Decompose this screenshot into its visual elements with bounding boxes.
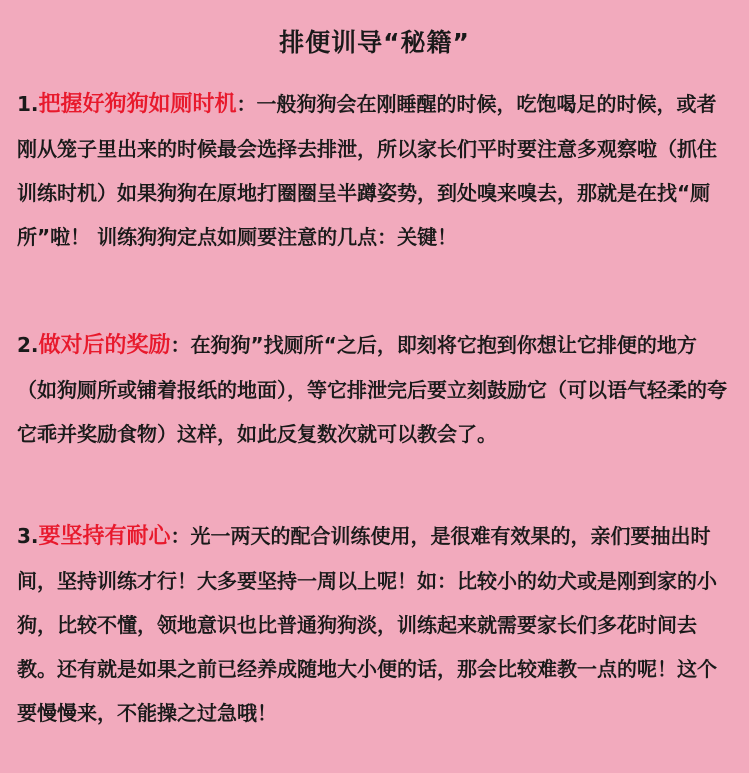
section-colon: ： (170, 524, 191, 548)
section-heading: 把握好狗狗如厕时机 (38, 92, 237, 117)
section-timing (17, 82, 735, 259)
section-heading: 做对后的奖励 (38, 333, 171, 358)
section-number: 1. (17, 92, 39, 116)
section-reward (17, 323, 735, 456)
section-heading: 要坚持有耐心 (38, 524, 171, 549)
section-number: 2. (17, 333, 39, 357)
section-number: 3. (17, 524, 39, 548)
section-body: 在狗狗”找厕所“之后，即刻将它抱到你想让它排便的地方（如狗厕所或铺着报纸的地面），等它排泄完后要立刻鼓励它（可以语气轻柔的夸它乖并奖励食物）这样，如此反复数次就可以教会了。 (17, 333, 727, 446)
section-patience (17, 514, 735, 735)
section-colon: ： (236, 92, 257, 116)
section-body: 光一两天的配合训练使用，是很难有效果的，亲们要抽出时间，坚持训练才行！大多要坚持一周以上呢！如：比较小的幼犬或是刚到家的小狗，比较不懂，领地意识也比普通狗狗淡，训练起来就需要家长们多花时间去教。还有就是如果之前已经养成随地大小便的话，那会比较难教一点的呢！这个要慢慢来，不能操之过急哦！ (17, 524, 717, 725)
section-colon: ： (170, 333, 191, 357)
section-body: 一般狗狗会在刚睡醒的时候，吃饱喝足的时候，或者刚从笼子里出来的时候最会选择去排泄，所以家长们平时要注意多观察啦（抓住训练时机）如果狗狗在原地打圈圈呈半蹲姿势，到处嗅来嗅去，那就是在找“厕所”啦！ 训练狗狗定点如厕要注意的几点：关键！ (17, 92, 717, 249)
page-title: 排便训导“秘籍” (279, 28, 470, 57)
